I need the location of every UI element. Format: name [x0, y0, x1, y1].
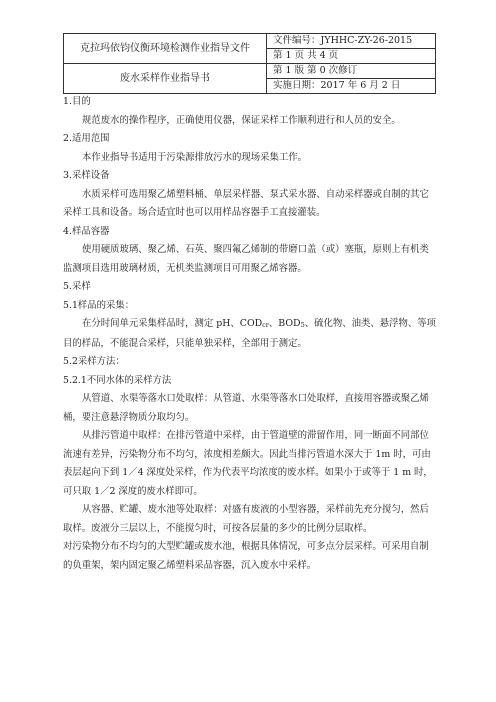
- section-heading: 4.样品容器: [63, 225, 110, 237]
- subsection-heading: 5.2.1不同水体的采样方法: [63, 374, 172, 386]
- page-count: 第 1 页 共 4 页: [267, 49, 436, 64]
- subscript: cr: [262, 321, 269, 329]
- paragraph: 水质采样可选用聚乙烯塑料桶、单层采样器、泵式采水器、自动采样器或自制的其它采样工具和设备。场合适宜时也可以用样品容器手工直接灌装。: [63, 188, 429, 218]
- paragraph-text: 、硫化物、油类、悬浮物、等项目的样品，不能混合采样，只能单独采样，全部用于测定。: [63, 318, 436, 349]
- paragraph: 从容器、贮罐、废水池等处取样：对盛有废液的小型容器，采样前先充分搅匀，然后取样。废液分三层以上，不能搅匀时，可按各层量的多少的比例分层取样。: [63, 504, 429, 534]
- section-heading: 1.目的: [63, 96, 91, 107]
- section-heading: 3.采样设备: [63, 170, 110, 181]
- section-heading: 5.采样: [63, 281, 91, 292]
- document-title: 克拉玛依钧仪衡环境检测作业指导文件: [64, 34, 267, 64]
- paragraph: 对污染物分布不均匀的大型贮罐或废水池，根据具体情况，可多点分层采样。可采用自制的负重架，架内固定聚乙烯塑料采品容器，沉入废水中采样。: [63, 541, 429, 571]
- paragraph: 使用硬质玻璃、聚乙烯、石英、聚四氟乙烯制的带磨口盖（或）塞瓶，原则上有机类监测项目选用玻璃材质，无机类监测项目可用聚乙烯容器。: [63, 244, 429, 274]
- paragraph-text: 在分时间单元采集样品时，测定 pH、COD: [82, 318, 263, 329]
- paragraph: 规范废水的操作程序，正确使用仪器，保证采样工作顺利进行和人员的安全。: [82, 114, 401, 126]
- paragraph: 从管道、水渠等落水口处取样：从管道、水渠等落水口处取样，直接用容器或聚乙烯桶，要注意悬浮物质分取均匀。: [63, 393, 429, 423]
- subsection-heading: 5.1样品的采集：: [63, 299, 135, 311]
- section-heading: 2.适用范围: [63, 133, 110, 144]
- paragraph: 本作业指导书适用于污染源排放污水的现场采集工作。: [82, 151, 308, 163]
- document-subtitle: 废水采样作业指导书: [64, 64, 267, 94]
- paragraph: [63, 315, 436, 353]
- paragraph-text: 、BOD: [268, 318, 301, 329]
- document-number: 文件编号：JYHHC-ZY-26-2015: [267, 34, 436, 49]
- document-header-table: [63, 33, 436, 94]
- subsection-heading: 5.2采样方法：: [63, 356, 125, 367]
- document-body: [63, 93, 436, 575]
- paragraph: 从排污管道中取样：在排污管道中采样，由于管道壁的滞留作用，同一断面不同部位流速有差异，污染物分布不均匀，浓度相差颇大。因此当排污管道水深大于 1m 时，可由表层起向下到 1／4 深度处采样，作为代表平均浓度的废水样。如果小于或等于 1 m 时，可只取 1／2 深度的废水样即可。: [63, 430, 433, 497]
- effective-date: 实施日期：2017 年 6 月 2 日: [267, 79, 436, 94]
- subscript: 5: [300, 321, 305, 329]
- edition-info: 第 1 版 第 0 次修订: [267, 64, 436, 79]
